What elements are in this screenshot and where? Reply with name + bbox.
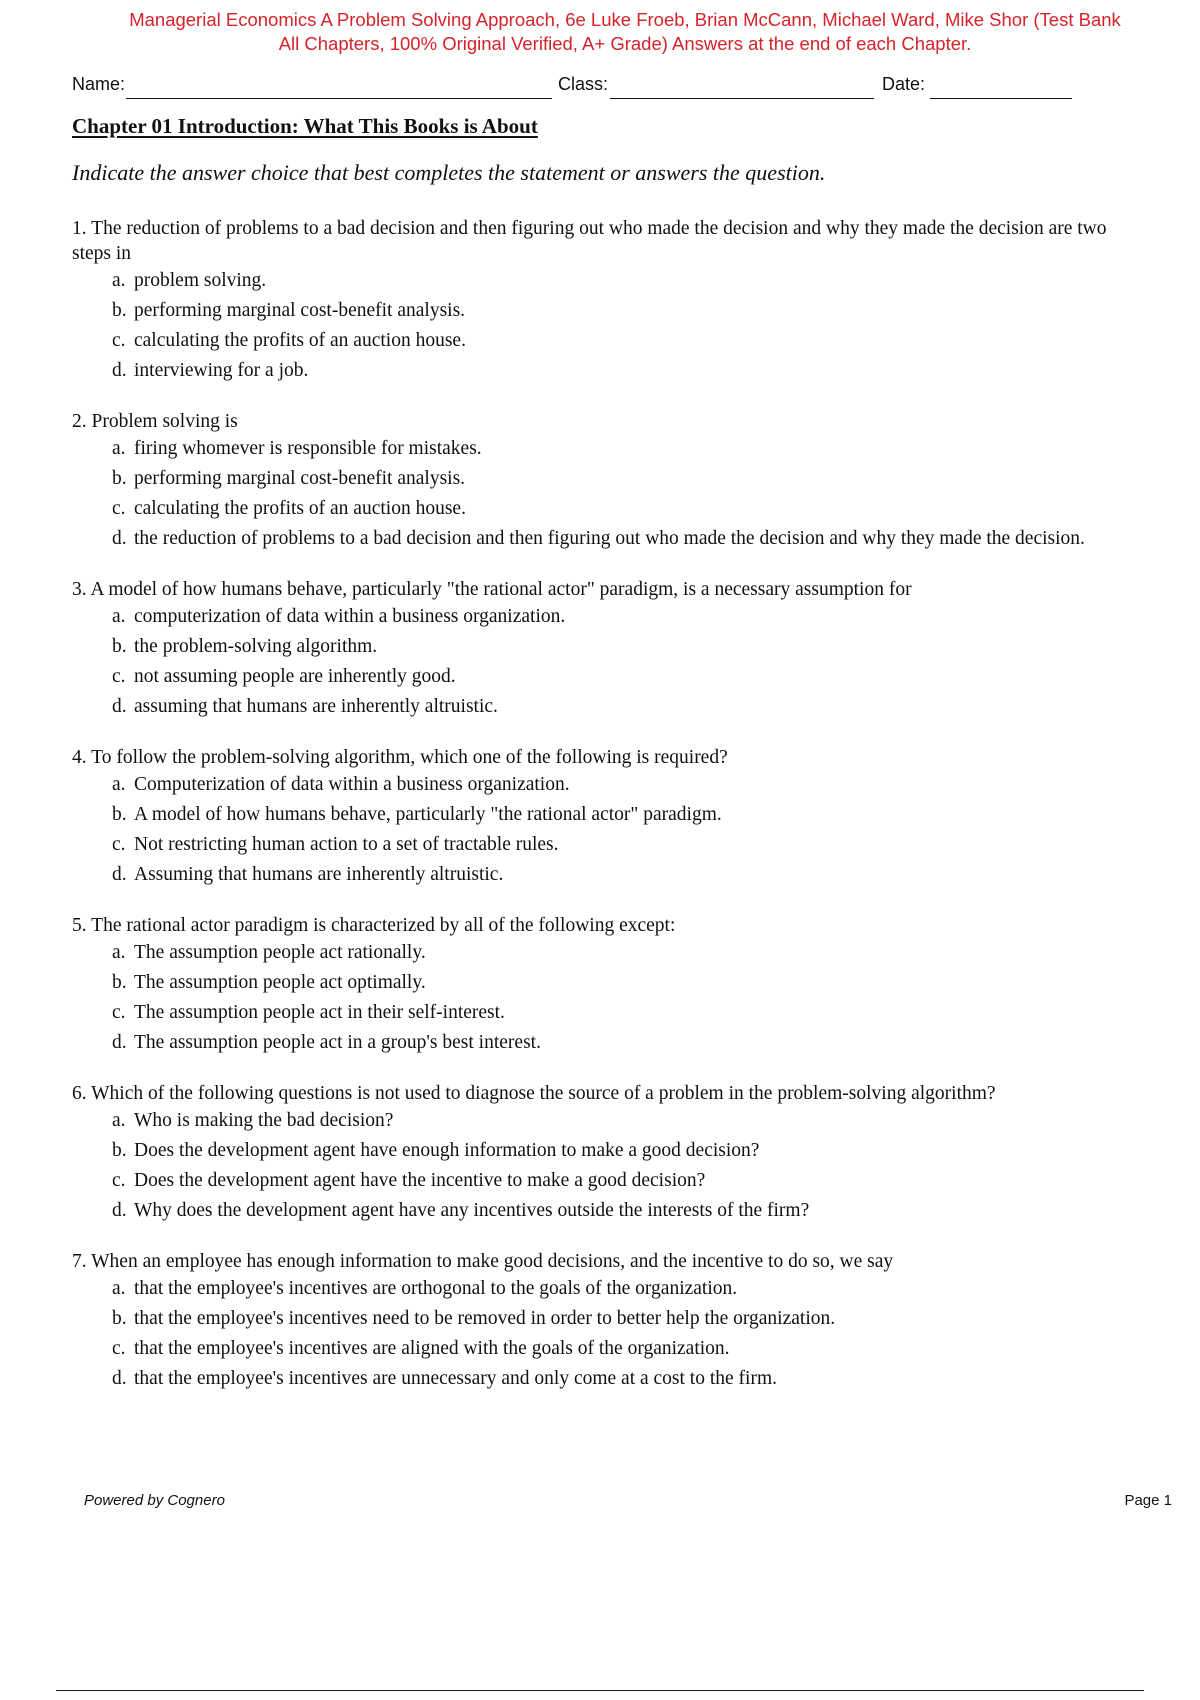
option-text: calculating the profits of an auction house.	[134, 498, 466, 519]
answer-options	[72, 268, 1132, 383]
class-label: Class:	[558, 74, 609, 94]
answer-option	[112, 862, 1132, 887]
answer-option	[112, 496, 1132, 521]
option-text: problem solving.	[134, 270, 267, 291]
option-text: that the employee's incentives are unnecessary and only come at a cost to the firm.	[134, 1368, 777, 1389]
option-text: performing marginal cost-benefit analysis.	[134, 300, 466, 321]
option-text: computerization of data within a business organization.	[134, 606, 566, 627]
question-text: The rational actor paradigm is characterized by all of the following except:	[91, 915, 676, 936]
answer-option	[112, 1168, 1132, 1193]
option-text: Computerization of data within a business organization.	[134, 774, 570, 795]
student-info-row	[72, 70, 1162, 100]
option-letter: b.	[112, 1140, 127, 1161]
option-text: Not restricting human action to a set of tractable rules.	[134, 834, 559, 855]
option-letter: c.	[112, 666, 126, 687]
option-letter: a.	[112, 438, 126, 459]
banner-line-1: Managerial Economics A Problem Solving Approach, 6e Luke Froeb, Brian McCann, Michael Ward, Mike Shor (Test Bank	[129, 9, 1121, 30]
answer-option	[112, 436, 1132, 461]
question-text: A model of how humans behave, particularly "the rational actor" paradigm, is a necessary assumption for	[90, 579, 912, 600]
option-letter: d.	[112, 696, 127, 717]
option-letter: c.	[112, 834, 126, 855]
question-7	[72, 1249, 1132, 1391]
answer-option	[112, 1366, 1132, 1391]
option-text: Does the development agent have the incentive to make a good decision?	[134, 1170, 706, 1191]
option-text: the reduction of problems to a bad decision and then figuring out who made the decision and why they made the decision.	[134, 528, 1085, 549]
name-label: Name:	[72, 74, 126, 94]
date-label: Date:	[882, 74, 926, 94]
option-text: Why does the development agent have any incentives outside the interests of the firm?	[134, 1200, 810, 1221]
answer-option	[112, 1030, 1132, 1055]
question-number: 5.	[72, 915, 87, 936]
question-text: Which of the following questions is not used to diagnose the source of a problem in the problem-solving algorithm?	[91, 1083, 996, 1104]
answer-option	[112, 298, 1132, 323]
answer-option	[112, 328, 1132, 353]
question-text: To follow the problem-solving algorithm, which one of the following is required?	[91, 747, 728, 768]
question-stem	[72, 216, 1132, 266]
option-text: Assuming that humans are inherently altruistic.	[134, 864, 504, 885]
question-number: 2.	[72, 411, 87, 432]
option-letter: b.	[112, 972, 127, 993]
option-text: performing marginal cost-benefit analysis.	[134, 468, 466, 489]
date-field-line	[930, 98, 1072, 99]
option-letter: b.	[112, 636, 127, 657]
option-letter: a.	[112, 1110, 126, 1131]
option-letter: a.	[112, 774, 126, 795]
option-letter: d.	[112, 1032, 127, 1053]
answer-option	[112, 1336, 1132, 1361]
question-2	[72, 409, 1132, 551]
answer-option	[112, 268, 1132, 293]
answer-options	[72, 604, 1132, 719]
option-letter: b.	[112, 300, 127, 321]
question-stem	[72, 1249, 1132, 1274]
option-letter: d.	[112, 1368, 127, 1389]
question-stem	[72, 409, 1132, 434]
question-number: 4.	[72, 747, 87, 768]
answer-option	[112, 802, 1132, 827]
answer-option	[112, 970, 1132, 995]
option-letter: d.	[112, 360, 127, 381]
question-stem	[72, 745, 1132, 770]
question-5	[72, 913, 1132, 1055]
question-number: 1.	[72, 218, 87, 239]
name-field-line	[126, 98, 552, 99]
option-text: The assumption people act in a group's best interest.	[134, 1032, 541, 1053]
option-text: that the employee's incentives need to be removed in order to better help the organization.	[134, 1308, 836, 1329]
option-text: Who is making the bad decision?	[134, 1110, 394, 1131]
answer-option	[112, 358, 1132, 383]
option-letter: d.	[112, 1200, 127, 1221]
option-letter: c.	[112, 1170, 126, 1191]
class-field-line	[610, 98, 874, 99]
option-letter: b.	[112, 804, 127, 825]
option-letter: b.	[112, 468, 127, 489]
question-3	[72, 577, 1132, 719]
option-letter: b.	[112, 1308, 127, 1329]
option-letter: c.	[112, 498, 126, 519]
question-stem	[72, 577, 1132, 602]
option-text: the problem-solving algorithm.	[134, 636, 378, 657]
answer-options	[72, 1108, 1132, 1223]
question-1	[72, 216, 1132, 383]
option-text: The assumption people act optimally.	[134, 972, 426, 993]
powered-by: Powered by Cognero	[84, 1492, 225, 1509]
option-text: not assuming people are inherently good.	[134, 666, 456, 687]
answer-option	[112, 1276, 1132, 1301]
banner-line-2: All Chapters, 100% Original Verified, A+ Grade) Answers at the end of each Chapter.	[278, 33, 972, 54]
option-letter: a.	[112, 942, 126, 963]
option-letter: d.	[112, 528, 127, 549]
option-text: The assumption people act in their self-interest.	[134, 1002, 505, 1023]
option-text: calculating the profits of an auction house.	[134, 330, 466, 351]
question-text: Problem solving is	[91, 411, 238, 432]
question-list	[72, 216, 1132, 1417]
option-letter: c.	[112, 1002, 126, 1023]
option-letter: a.	[112, 606, 126, 627]
option-text: that the employee's incentives are orthogonal to the goals of the organization.	[134, 1278, 738, 1299]
bottom-divider	[56, 1690, 1144, 1691]
answer-option	[112, 1108, 1132, 1133]
option-letter: a.	[112, 1278, 126, 1299]
answer-option	[112, 1000, 1132, 1025]
chapter-title: Chapter 01 Introduction: What This Books is About	[72, 114, 538, 138]
answer-option	[112, 940, 1132, 965]
option-text: interviewing for a job.	[134, 360, 309, 381]
page-number: Page 1	[1124, 1492, 1172, 1509]
answer-options	[72, 436, 1132, 551]
answer-options	[72, 772, 1132, 887]
answer-option	[112, 1198, 1132, 1223]
question-number: 6.	[72, 1083, 87, 1104]
answer-option	[112, 526, 1132, 551]
question-number: 3.	[72, 579, 87, 600]
question-4	[72, 745, 1132, 887]
option-text: firing whomever is responsible for mistakes.	[134, 438, 482, 459]
option-letter: c.	[112, 330, 126, 351]
answer-option	[112, 664, 1132, 689]
option-text: A model of how humans behave, particularly "the rational actor" paradigm.	[134, 804, 722, 825]
question-text: The reduction of problems to a bad decision and then figuring out who made the decision and why they made the decision are two steps in	[72, 218, 1107, 264]
answer-options	[72, 940, 1132, 1055]
option-letter: a.	[112, 270, 126, 291]
option-text: The assumption people act rationally.	[134, 942, 426, 963]
option-text: that the employee's incentives are aligned with the goals of the organization.	[134, 1338, 730, 1359]
answer-option	[112, 604, 1132, 629]
answer-option	[112, 466, 1132, 491]
option-letter: d.	[112, 864, 127, 885]
answer-option	[112, 772, 1132, 797]
document-banner	[60, 8, 1190, 56]
question-stem	[72, 1081, 1132, 1106]
option-text: assuming that humans are inherently altruistic.	[134, 696, 498, 717]
answer-option	[112, 832, 1132, 857]
instruction-text: Indicate the answer choice that best completes the statement or answers the question.	[72, 160, 826, 185]
question-number: 7.	[72, 1251, 87, 1272]
answer-options	[72, 1276, 1132, 1391]
question-text: When an employee has enough information to make good decisions, and the incentive to do so, we say	[91, 1251, 894, 1272]
option-letter: c.	[112, 1338, 126, 1359]
question-stem	[72, 913, 1132, 938]
answer-option	[112, 1306, 1132, 1331]
option-text: Does the development agent have enough information to make a good decision?	[134, 1140, 760, 1161]
answer-option	[112, 694, 1132, 719]
answer-option	[112, 1138, 1132, 1163]
question-6	[72, 1081, 1132, 1223]
answer-option	[112, 634, 1132, 659]
